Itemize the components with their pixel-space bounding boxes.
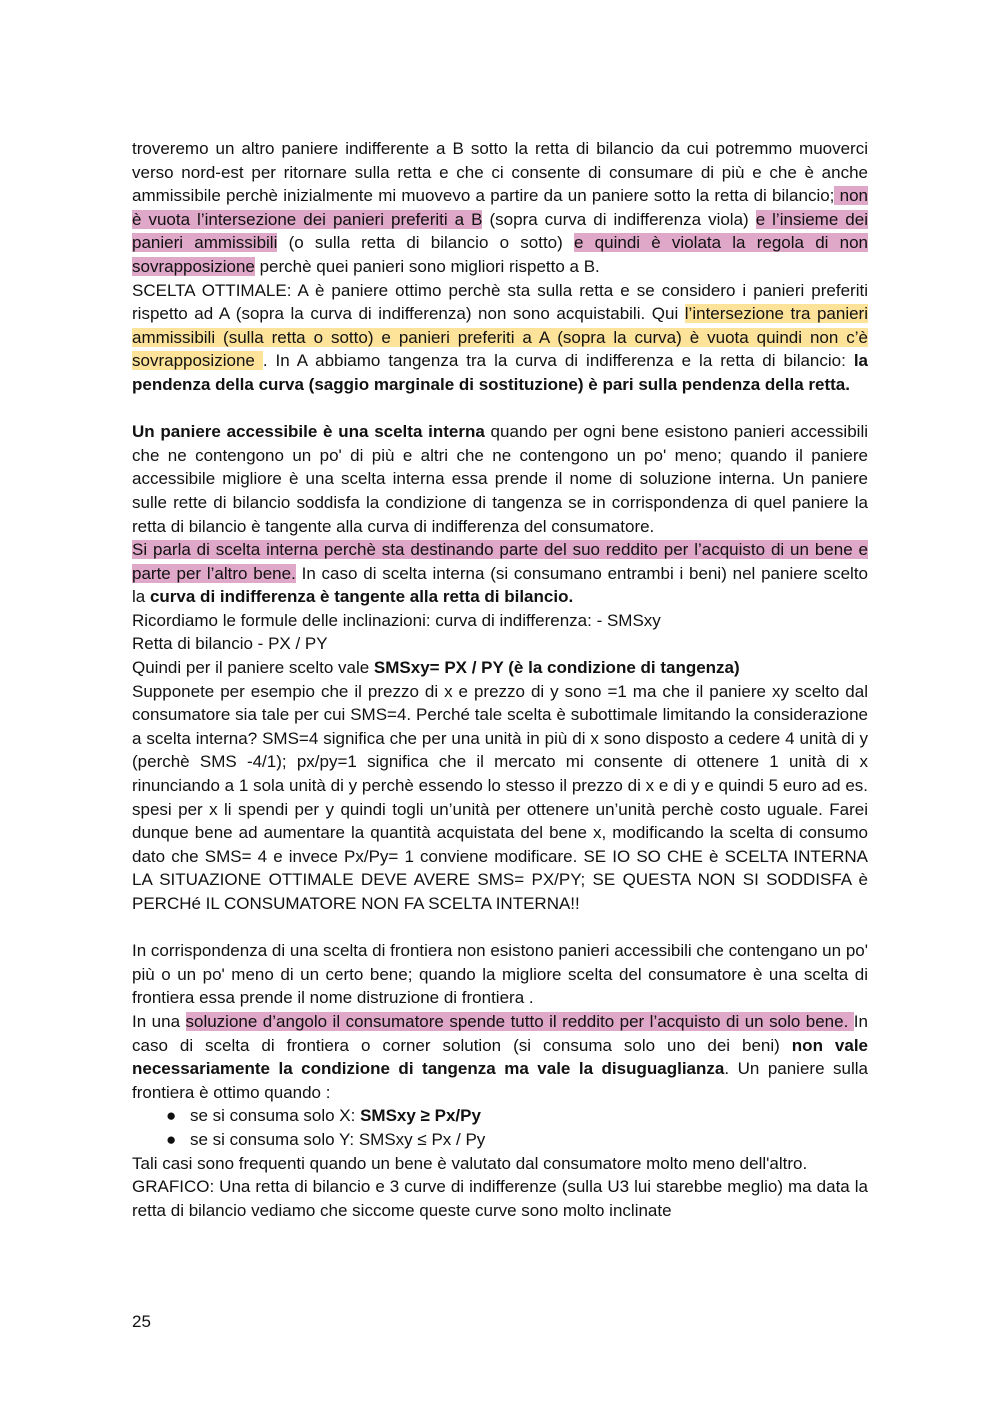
paragraph-6: Retta di bilancio - PX / PY <box>132 634 328 654</box>
spacer <box>132 916 868 940</box>
text: se si consuma solo Y: SMSxy ≤ Px / Py <box>190 1129 486 1149</box>
bold-text: SMSxy ≥ Px/Py <box>360 1106 481 1126</box>
highlight-yellow: l’intersezione tra panieri ammissibili (sulla retta o sotto) e panieri preferiti a A (sopra la curva) è vuota quindi non c’è sovrapposizione <box>132 304 868 371</box>
text: (sopra curva di indifferenza viola) <box>482 209 756 229</box>
document-body <box>132 137 868 1222</box>
highlight-pink: e quindi è violata la regola di non sovrapposizione <box>132 233 869 276</box>
bold-text: la pendenza della curva (saggio marginale di sostituzione) è pari sulla pendenza della retta. <box>132 351 869 394</box>
text: . Un paniere sulla frontiera è ottimo quando : <box>132 1059 868 1102</box>
paragraph-9: In corrispondenza di una scelta di frontiera non esistono panieri accessibili che contengano un po' più o un po' meno di un certo bene; quando la migliore scelta del consumatore è una scelta di frontiera essa prende il nome distruzione di frontiera . <box>132 941 868 1008</box>
text: . In A abbiamo tangenza tra la curva di indifferenza e la retta di bilancio: <box>262 351 854 371</box>
paragraph-4 <box>132 538 868 609</box>
paragraph-11: Tali casi sono frequenti quando un bene è valutato dal consumatore molto meno dell'altro. <box>132 1153 808 1173</box>
text: se si consuma solo X: <box>190 1106 361 1126</box>
highlight-pink: non è vuota l’intersezione dei panieri preferiti a B <box>132 186 868 229</box>
bold-text: Un paniere accessibile è una scelta interna <box>132 422 485 442</box>
highlight-pink: soluzione d’angolo il consumatore spende tutto il reddito per l’acquisto di un solo bene. <box>185 1011 854 1031</box>
text: perchè quei panieri sono migliori rispetto a B. <box>254 256 600 276</box>
paragraph-10 <box>132 1010 868 1104</box>
bold-text: SMSxy= PX / PY (è la condizione di tangenza) <box>373 658 740 678</box>
text: (o sulla retta di bilancio o sotto) <box>277 233 575 253</box>
text: SCELTA OTTIMALE: A è paniere ottimo perchè sta sulla retta e se considero i panieri preferiti rispetto ad A (sopra la curva di indifferenza) non sono acquistabili. Qui <box>132 280 868 324</box>
bullet-list <box>132 1104 868 1151</box>
text: In una <box>132 1011 186 1031</box>
paragraph-7 <box>132 656 868 680</box>
paragraph-1 <box>132 137 868 279</box>
text: Quindi per il paniere scelto vale <box>132 658 374 678</box>
paragraph-8: Supponete per esempio che il prezzo di x e prezzo di y sono =1 ma che il paniere xy scelto dal consumatore sia tale per cui SMS=4. Perché tale scelta è subottimale limitando la considerazione a scelta interna? SMS=4 significa che per una unità in più di x sono disposto a cedere 4 unità di y (perchè SMS -4/1); px/py=1 significa che il mercato mi consente di ottenere 1 unità di x rinunciando a 1 sola unità di y perchè essendo lo stesso il prezzo di x e di y e quindi 5 euro ad es. spesi per x li spendi per y quindi togli un’unità per ottenere un’unità perchè costo uguale. Farei dunque bene ad aumentare la quantità acquistata del bene x, modificando la scelta di consumo dato che SMS= 4 e invece Px/Py= 1 conviene modificare. SE IO SO CHE è SCELTA INTERNA LA SITUAZIONE OTTIMALE DEVE AVERE SMS= PX/PY; SE QUESTA NON SI SODDISFA è PERCHé IL CONSUMATORE NON FA SCELTA INTERNA!! <box>132 681 868 913</box>
highlight-pink: Si parla di scelta interna perchè sta destinando parte del suo reddito per l’acquisto di un bene e parte per l’altro bene. <box>132 540 868 583</box>
bullet-icon: ● <box>166 1129 177 1149</box>
bold-text: curva di indifferenza è tangente alla retta di bilancio. <box>149 587 574 607</box>
bold-text: non vale necessariamente la condizione di tangenza ma vale la disuguaglianza <box>132 1035 868 1079</box>
paragraph-2 <box>132 279 868 397</box>
spacer <box>132 397 868 421</box>
paragraph-12: GRAFICO: Una retta di bilancio e 3 curve di indifferenze (sulla U3 lui starebbe meglio) ma data la retta di bilancio vediamo che siccome queste curve sono molto inclinate <box>132 1177 868 1220</box>
highlight-pink: e l’insieme dei panieri ammissibili <box>132 209 868 253</box>
list-item <box>166 1128 868 1152</box>
text: quando per ogni bene esistono panieri accessibili che ne contengono un po' di più e altri che ne contengono un po' meno; quando il paniere accessibile migliore è una scelta interna essa prende il nome di soluzione interna. Un paniere sulle rette di bilancio soddisfa la condizione di tangenza se in corrispondenza di quel paniere la retta di bilancio è tangente alla curva di indifferenza del consumatore. <box>132 422 868 536</box>
paragraph-5: Ricordiamo le formule delle inclinazioni: curva di indifferenza: - SMSxy <box>132 610 661 630</box>
text: In caso di scelta di frontiera o corner solution (si consuma solo uno dei beni) <box>132 1011 868 1055</box>
text: In caso di scelta interna (si consumano entrambi i beni) nel paniere scelto la <box>132 563 868 607</box>
list-item <box>166 1104 868 1128</box>
page-number: 25 <box>132 1312 151 1331</box>
paragraph-3 <box>132 420 868 538</box>
text: troveremo un altro paniere indifferente a B sotto la retta di bilancio da cui potremmo muoverci verso nord-est per ritornare sulla retta e che ci consente di consumare di più e che è anche ammissibile perchè inizialmente mi muovevo a partire da un paniere sotto la retta di bilancio; <box>132 139 868 206</box>
bullet-icon: ● <box>166 1106 177 1126</box>
